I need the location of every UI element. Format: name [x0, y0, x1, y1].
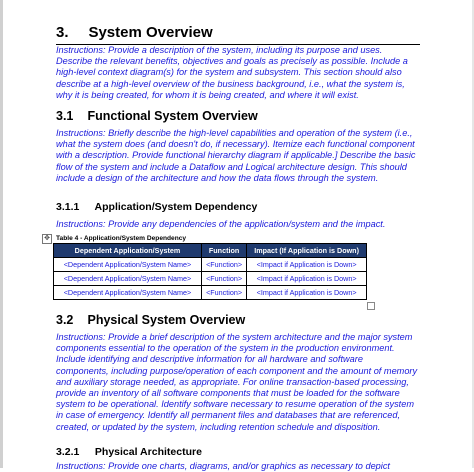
- functional-heading: [56, 109, 258, 123]
- table-cell[interactable]: <Impact if Application is Down>: [247, 272, 367, 286]
- section-instructions: Instructions: Provide a description of the system, including its purpose and uses. Describe the relevant benefits, objectives and goals as precisely as possible. Include a high-level context diagram(s) for the system and subsystem. This section should also describe at a high-level overview of the business background, i.e., what the system is, why it is being created, for whom it is being created, and where it will exist.: [56, 45, 408, 100]
- table-cell[interactable]: <Dependent Application/System Name>: [54, 258, 202, 272]
- table-cell[interactable]: <Dependent Application/System Name>: [54, 286, 202, 300]
- dependency-table: [53, 243, 367, 300]
- hardware-instructions: Instructions: Provide one charts, diagrams, and/or graphics as necessary to depict: [56, 461, 390, 471]
- table-row: [54, 286, 367, 300]
- functional-instructions: Instructions: Briefly describe the high-level capabilities and operation of the system (i.e., what the system does (and doesn't do, if necessary). Itemize each functional component with a description. Provide functional hierarchy diagram if applicable.] Describe the basic flow of the system and include a Dataflow and Logical architecture design. This should include a design of the architecture and how the data flows through the system.: [56, 128, 416, 183]
- table-cell[interactable]: <Function>: [201, 258, 246, 272]
- dependency-heading: [56, 201, 257, 213]
- functional-title: Functional System Overview: [87, 109, 258, 123]
- table-cell[interactable]: <Function>: [201, 272, 246, 286]
- hardware-heading: [56, 446, 202, 458]
- functional-number: 3.1: [56, 109, 74, 123]
- section-heading: [56, 24, 420, 45]
- hardware-number: 3.2.1: [56, 446, 80, 458]
- table-header-row: [54, 244, 367, 258]
- physical-heading: [56, 313, 245, 327]
- table-cell[interactable]: <Impact if Application is Down>: [247, 286, 367, 300]
- table-header-cell: Function: [201, 244, 246, 258]
- table-header-cell: Dependent Application/System: [54, 244, 202, 258]
- table-row: [54, 258, 367, 272]
- physical-instructions: Instructions: Provide a brief description of the system architecture and the major system components essential to the operation of the system in the production environment. Include identifying and descriptive information for all hardware and software components, including purpose/operation of each component and the amount of memory and auxiliary storage needed, as appropriate. For online transaction-based processing, provide an inventory of all software components that must be loaded for the software system to be operational. Identify software necessary to resume operation of the system in case of emergency. Identify all permanent files and databases that are referenced, created, or updated by the system, including retention schedule and disposition.: [56, 332, 418, 432]
- physical-number: 3.2: [56, 313, 74, 327]
- table-caption: Table 4 - Application/System Dependency: [56, 235, 187, 242]
- table-resize-handle[interactable]: [367, 302, 375, 310]
- physical-title: Physical System Overview: [87, 313, 246, 327]
- page-left-edge: [0, 0, 3, 468]
- table-header-cell: Impact (If Application is Down): [247, 244, 367, 258]
- table-cell[interactable]: <Dependent Application/System Name>: [54, 272, 202, 286]
- dependency-instructions: Instructions: Provide any dependencies of the application/system and the impact.: [56, 219, 386, 229]
- table-cell[interactable]: <Impact if Application is Down>: [247, 258, 367, 272]
- table-move-handle[interactable]: ✥: [42, 234, 52, 244]
- dependency-number: 3.1.1: [56, 201, 80, 213]
- table-cell[interactable]: <Function>: [201, 286, 246, 300]
- section-title: System Overview: [88, 24, 213, 41]
- table-row: [54, 272, 367, 286]
- section-number: 3.: [56, 24, 69, 41]
- hardware-title: Physical Architecture: [94, 446, 202, 458]
- dependency-title: Application/System Dependency: [94, 201, 258, 213]
